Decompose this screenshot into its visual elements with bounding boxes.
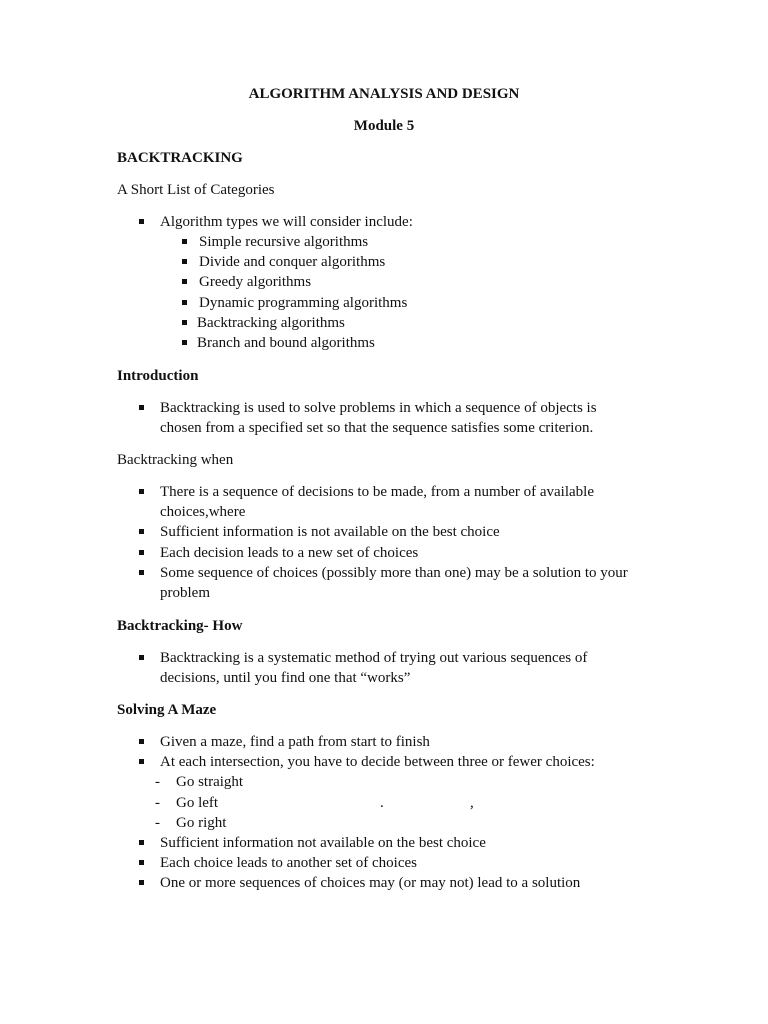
paragraph-line: choices,where	[160, 504, 246, 520]
paragraph-line: One or more sequences of choices may (or may not) lead to a solution	[160, 875, 581, 891]
bullet-icon	[139, 489, 144, 494]
paragraph-line: Given a maze, find a path from start to finish	[160, 734, 430, 750]
bullet-icon	[182, 300, 187, 305]
maze-heading: Solving A Maze	[117, 702, 217, 718]
bullet-icon	[182, 320, 187, 325]
paragraph-line: Sufficient information not available on the best choice	[160, 835, 486, 851]
module-label: Module 5	[353, 118, 415, 134]
bullet-icon	[139, 219, 144, 224]
bullet-icon	[182, 239, 187, 244]
paragraph-line: Each decision leads to a new set of choices	[160, 545, 419, 561]
when-heading: Backtracking when	[117, 452, 234, 468]
dash-marker: -	[155, 774, 160, 790]
section-heading: BACKTRACKING	[117, 150, 243, 166]
bullet-icon	[139, 880, 144, 885]
paragraph-line: At each intersection, you have to decide between three or fewer choices:	[160, 754, 595, 770]
paragraph-line: decisions, until you find one that “works”	[160, 670, 411, 686]
list-item: Go straight	[176, 774, 244, 790]
bullet-icon	[139, 840, 144, 845]
bullet-icon	[139, 570, 144, 575]
bullet-icon	[139, 860, 144, 865]
dash-marker: -	[155, 815, 160, 831]
list-item: Go left	[176, 795, 219, 811]
paragraph-line: Sufficient information is not available on the best choice	[160, 524, 500, 540]
list-item: Greedy algorithms	[199, 274, 312, 290]
paragraph-line: There is a sequence of decisions to be made, from a number of available	[160, 484, 594, 500]
introduction-heading: Introduction	[117, 368, 199, 384]
document-title: ALGORITHM ANALYSIS AND DESIGN	[248, 86, 520, 102]
bullet-icon	[182, 279, 187, 284]
bullet-icon	[139, 405, 144, 410]
stray-mark: .	[380, 795, 384, 811]
bullet-icon	[139, 550, 144, 555]
categories-intro: Algorithm types we will consider include:	[160, 214, 413, 230]
list-item: Simple recursive algorithms	[199, 234, 369, 250]
stray-mark: ,	[470, 795, 474, 811]
how-heading: Backtracking- How	[117, 618, 243, 634]
list-item: Go right	[176, 815, 227, 831]
paragraph-line: Each choice leads to another set of choices	[160, 855, 417, 871]
categories-heading: A Short List of Categories	[117, 182, 275, 198]
paragraph-line: Backtracking is used to solve problems in which a sequence of objects is	[160, 400, 597, 416]
paragraph-line: Some sequence of choices (possibly more than one) may be a solution to your	[160, 565, 628, 581]
paragraph-line: chosen from a specified set so that the sequence satisfies some criterion.	[160, 420, 594, 436]
bullet-icon	[139, 655, 144, 660]
bullet-icon	[139, 739, 144, 744]
dash-marker: -	[155, 795, 160, 811]
list-item: Dynamic programming algorithms	[199, 295, 408, 311]
bullet-icon	[182, 340, 187, 345]
bullet-icon	[182, 259, 187, 264]
list-item: Backtracking algorithms	[197, 315, 345, 331]
list-item: Branch and bound algorithms	[197, 335, 375, 351]
bullet-icon	[139, 759, 144, 764]
paragraph-line: problem	[160, 585, 210, 601]
list-item: Divide and conquer algorithms	[199, 254, 386, 270]
paragraph-line: Backtracking is a systematic method of trying out various sequences of	[160, 650, 588, 666]
bullet-icon	[139, 529, 144, 534]
